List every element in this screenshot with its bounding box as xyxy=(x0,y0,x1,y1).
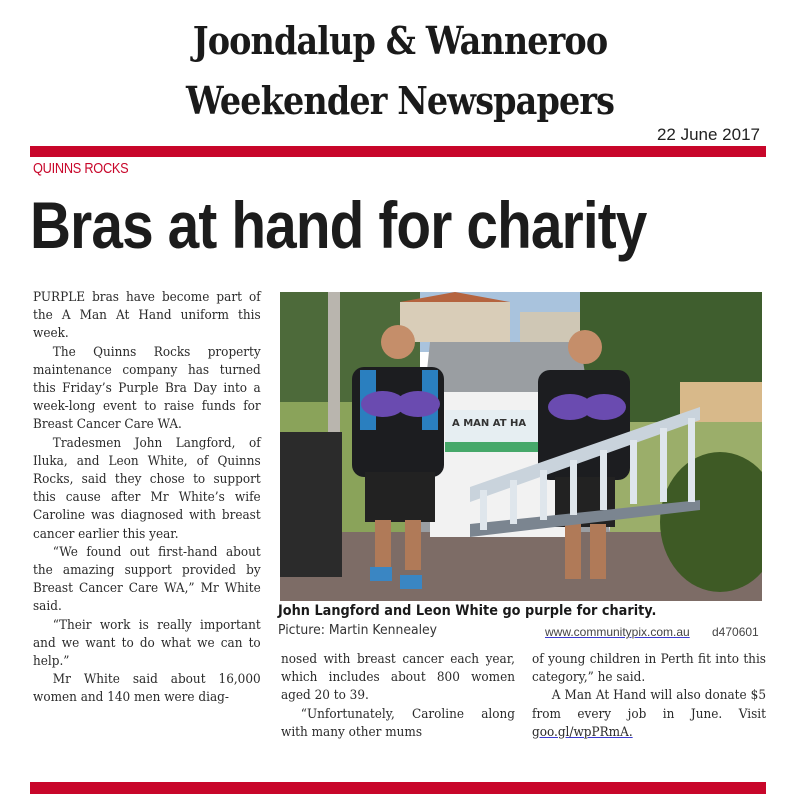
leg xyxy=(565,524,581,579)
masthead-line-2: Weekender Newspapers xyxy=(185,78,615,123)
paragraph: nosed with breast cancer each year, which includes about 800 women aged 20 to 39. xyxy=(281,652,515,704)
paragraph: Tradesmen John Langford, of Iluka, and Leon White, of Quinns Rocks, said they chose to support this cause after Mr White’s wife Caroline was diagnosed with breast cancer earlier this year. xyxy=(33,435,261,542)
man-1-bra-cup xyxy=(396,391,440,417)
article-photo xyxy=(280,292,762,601)
house xyxy=(400,302,510,342)
masthead-line-1: Joondalup & Wanneroo xyxy=(192,18,608,63)
paragraph: of young children in Perth fit into this category,” he said. xyxy=(532,652,766,686)
man-2-head xyxy=(568,330,602,364)
man-2-bra-cup xyxy=(582,394,626,420)
leg xyxy=(375,520,391,570)
photo-caption: John Langford and Leon White go purple for charity. xyxy=(278,603,657,619)
van-text: A MAN AT HA xyxy=(452,418,527,429)
shoe xyxy=(400,575,422,589)
paragraph: The Quinns Rocks property maintenance company has turned this Friday’s Purple Bra Day into a week-long event to raise funds for Breast Cancer Care WA. xyxy=(33,344,261,433)
paragraph: “Unfortunately, Caroline along with many other mums xyxy=(281,706,515,740)
paragraph: PURPLE bras have become part of the A Man At Hand uniform this week. xyxy=(33,290,261,342)
headline: Bras at hand for charity xyxy=(30,188,647,262)
top-divider-bar xyxy=(30,146,766,157)
leg xyxy=(590,524,606,579)
publication-date: 22 June 2017 xyxy=(656,125,760,144)
stone-wall xyxy=(280,432,342,577)
paragraph xyxy=(532,687,766,742)
photo-illustration xyxy=(280,292,762,601)
article-column-3 xyxy=(532,651,766,742)
website-link[interactable]: www.communitypix.com.au xyxy=(545,625,690,639)
man-1-shorts xyxy=(365,472,435,522)
donation-link[interactable]: goo.gl/wpPRmA. xyxy=(532,724,633,740)
paragraph-text: A Man At Hand will also donate $5 from every job in June. Visit xyxy=(532,688,766,722)
shoe xyxy=(370,567,392,581)
paragraph: “Their work is really important and we want to do what we can to help.” xyxy=(33,617,261,670)
section-label: QUINNS ROCKS xyxy=(33,160,129,177)
photo-credit: Picture: Martin Kennealey xyxy=(278,622,438,638)
bottom-divider-bar xyxy=(30,782,766,794)
article-column-1 xyxy=(33,289,261,708)
paragraph: “We found out first-hand about the amazing support provided by Breast Cancer Care WA,” Mr White said. xyxy=(33,544,261,615)
leg xyxy=(405,520,421,570)
man-1-head xyxy=(381,325,415,359)
paragraph: Mr White said about 16,000 women and 140 men were diag- xyxy=(33,672,261,706)
photo-code: d470601 xyxy=(712,625,759,639)
article-column-2 xyxy=(281,651,515,742)
